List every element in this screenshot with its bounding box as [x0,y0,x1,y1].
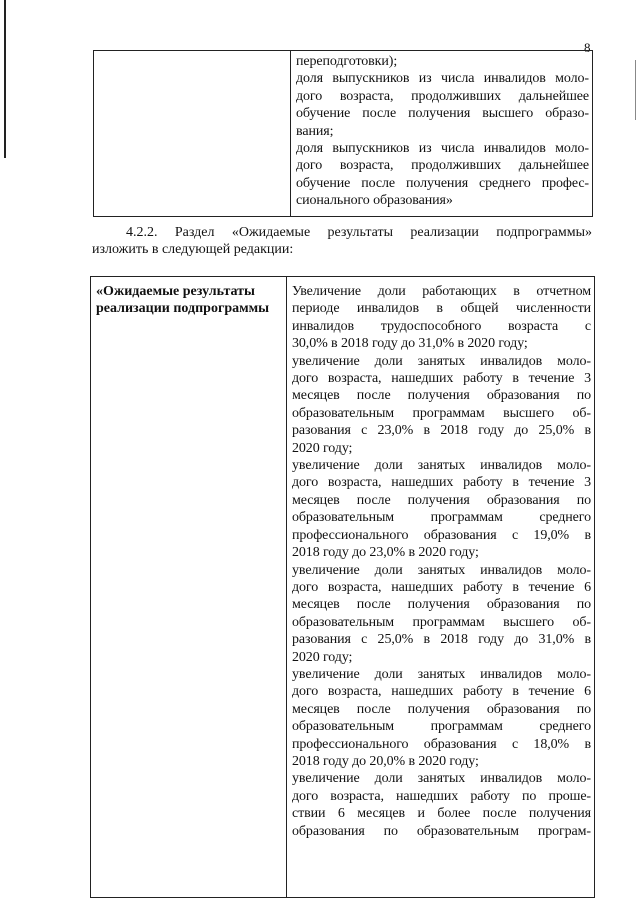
paragraph-line: 4.2.2. Раздел «Ожидаемые результаты реализации подпрограммы» [126,225,592,240]
text-line: профессионального образования с 19,0% в [292,527,591,543]
scan-edge-line [635,60,636,120]
text-line: разования с 25,0% в 2018 году до 31,0% в [292,632,591,648]
text-line: дого возраста, нашедших работу в течение 3 [292,475,591,491]
text-line: увеличение доли занятых инвалидов моло- [292,666,591,682]
text-line: периоде инвалидов в общей численности [292,301,591,317]
text-line: месяцев после получения образования по [292,597,591,613]
results-label-line: реализации подпрограммы [96,301,270,317]
text-line: 2020 году; [292,440,353,456]
text-line: вания; [296,123,334,139]
text-line: образовательным программам среднего [292,719,591,735]
page-number: 8 [584,40,591,55]
text-line: доля выпускников из числа инвалидов моло- [296,71,589,87]
results-label [91,277,286,318]
text-line: доля выпускников из числа инвалидов моло- [296,141,589,157]
text-line: увеличение доли занятых инвалидов моло- [292,458,591,474]
paragraph-line: изложить в следующей редакции: [92,242,294,258]
text-line: дого возраста, продолживших дальнейшее [296,88,589,104]
results-label-line: «Ожидаемые результаты [96,284,255,299]
results-content-cell [287,277,595,898]
text-line: переподготовки); [296,54,398,69]
text-line: инвалидов трудоспособного возраста с [292,318,591,334]
text-line: увеличение доли занятых инвалидов моло- [292,562,591,578]
top-table [93,50,593,217]
text-line: 2018 году до 23,0% в 2020 году; [292,545,479,561]
text-line: дого возраста, продолживших дальнейшее [296,158,589,174]
text-line: дого возраста, нашедших работу по проше- [292,788,591,804]
text-line: месяцев после получения образования по [292,388,591,404]
text-line: образования по образовательным програм- [292,823,591,839]
text-line: 2020 году; [292,649,353,665]
text-line: 2018 году до 20,0% в 2020 году; [292,753,479,769]
text-line: обучение после получения высшего образо- [296,106,589,122]
text-line: Увеличение доли работающих в отчетном [292,284,591,299]
text-line: дого возраста, нашедших работу в течение 6 [292,684,591,700]
text-line: месяцев после получения образования по [292,701,591,717]
text-line: образовательным программам высшего об- [292,614,591,630]
results-content-text [287,277,594,842]
text-line: сионального образования» [296,193,453,209]
text-line: образовательным программам среднего [292,510,591,526]
results-label-cell [91,277,287,898]
section-paragraph [92,224,592,259]
text-line: увеличение доли занятых инвалидов моло- [292,353,591,369]
text-line: разования с 23,0% в 2018 году до 25,0% в [292,423,591,439]
text-line: дого возраста, нашедших работу в течение 6 [292,579,591,595]
text-line: увеличение доли занятых инвалидов моло- [292,771,591,787]
text-line: 30,0% в 2018 году до 31,0% в 2020 году; [292,336,528,352]
text-line: ствии 6 месяцев и более после получения [292,806,591,822]
text-line: месяцев после получения образования по [292,492,591,508]
scan-margin-mark [4,0,6,158]
text-line: дого возраста, нашедших работу в течение 3 [292,371,591,387]
top-table-text [291,51,592,212]
top-table-left-cell [94,51,291,217]
results-table [90,276,595,898]
text-line: обучение после получения среднего профес- [296,175,589,191]
text-line: образовательным программам высшего об- [292,405,591,421]
text-line: профессионального образования с 18,0% в [292,736,591,752]
top-table-right-cell [291,51,593,217]
